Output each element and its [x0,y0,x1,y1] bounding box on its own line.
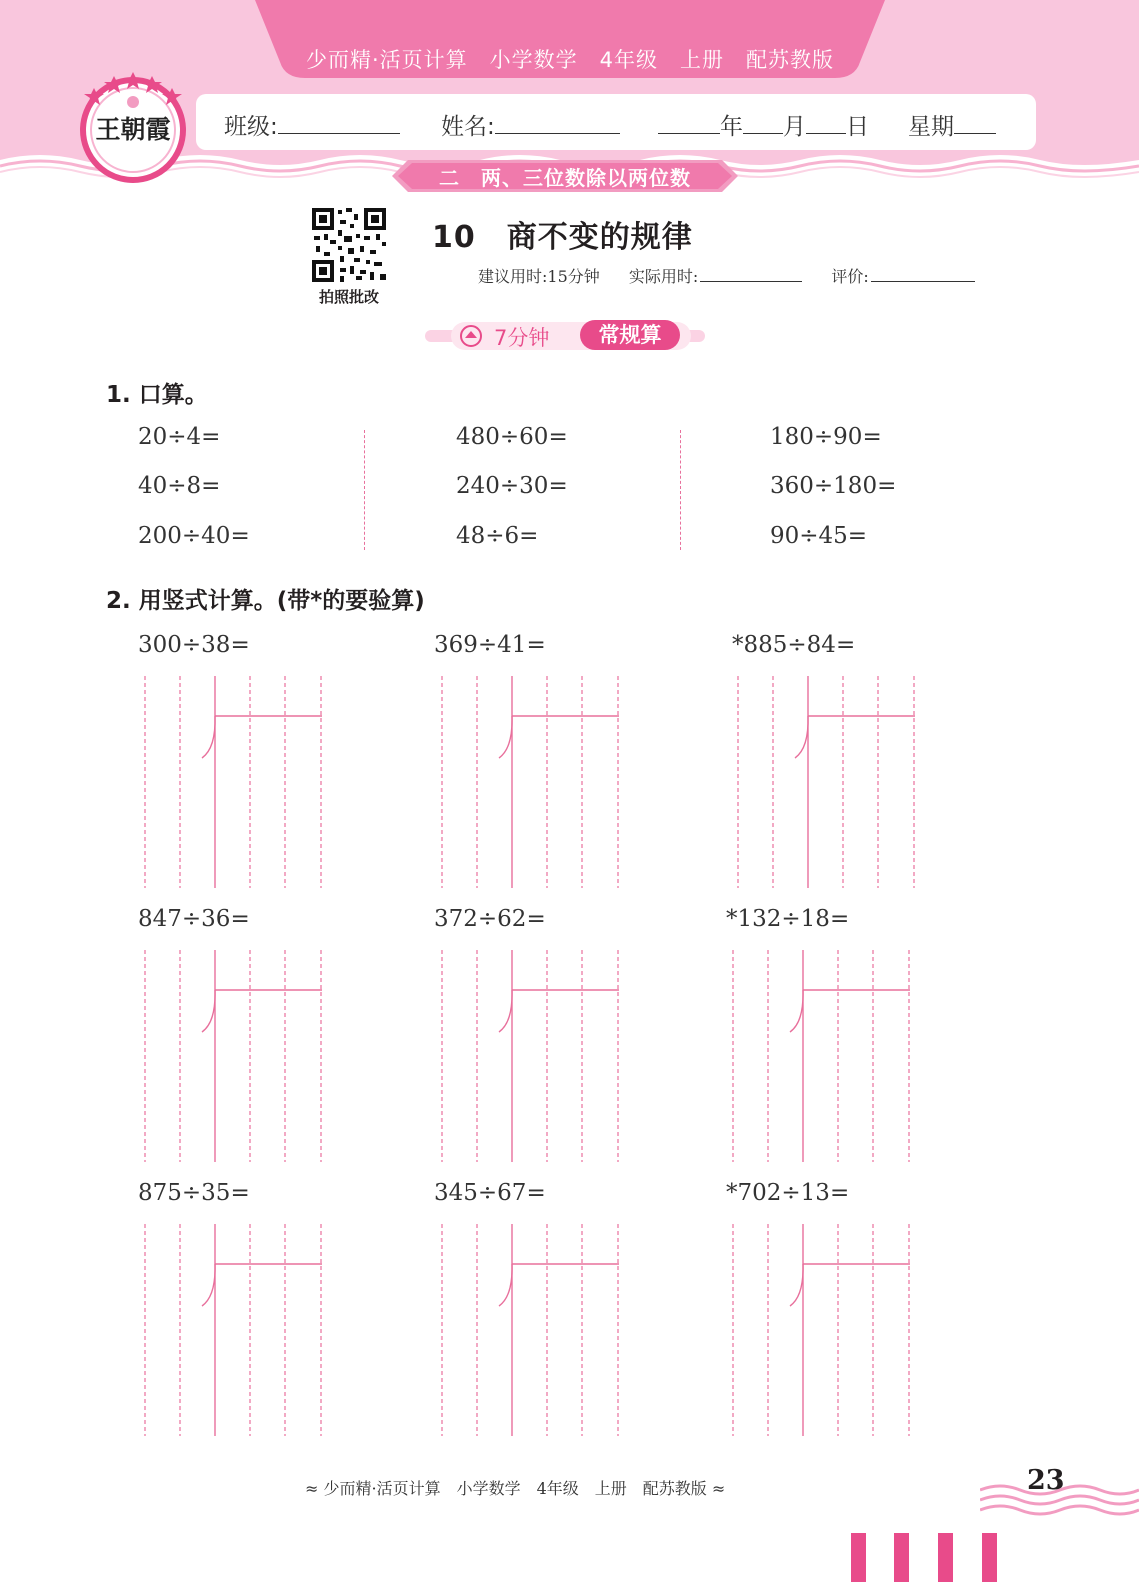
edge-tabs [845,1533,1005,1582]
division-problem: 847÷36= [138,906,250,932]
evaluation-label: 评价: [831,267,869,286]
work-grid[interactable] [728,950,918,1162]
weekday-blank[interactable] [954,113,996,134]
division-problem: 369÷41= [434,632,546,658]
column-divider [680,430,681,550]
work-grid[interactable] [728,1224,918,1436]
division-problem: *132÷18= [726,906,850,932]
logo-text: 王朝霞 [95,115,171,144]
year-label: 年 [720,114,743,140]
day-blank[interactable] [806,113,846,134]
section2-title: 2. 用竖式计算。(带*的要验算) [106,588,425,614]
work-grid[interactable] [140,676,330,888]
mental-expr: 200÷40= [138,523,250,549]
mental-expr: 240÷30= [456,473,568,499]
lesson-title: 10 商不变的规律 [432,220,693,255]
actual-time-blank[interactable] [700,265,802,282]
badge-tag: 常规算 [580,320,680,350]
division-problem: 372÷62= [434,906,546,932]
name-label: 姓名: [441,114,495,140]
qr-caption: 拍照批改 [318,288,379,306]
mental-expr: 48÷6= [456,523,539,549]
month-label: 月 [783,114,806,140]
series-title: 少而精·活页计算 小学数学 4年级 上册 配苏教版 [305,48,835,72]
division-problem: *885÷84= [732,632,856,658]
work-grid[interactable] [733,676,923,888]
weekday-field[interactable] [908,108,996,141]
name-blank[interactable] [495,113,620,134]
mental-expr: 180÷90= [770,424,882,450]
work-grid[interactable] [140,1224,330,1436]
work-grid[interactable] [140,950,330,1162]
student-info-box [196,94,1036,150]
day-label: 日 [846,114,869,140]
mental-expr: 40÷8= [138,473,221,499]
suggested-time: 建议用时:15分钟 [478,267,600,286]
mental-expr: 20÷4= [138,424,221,450]
class-label: 班级: [224,114,278,140]
class-field[interactable] [224,108,400,141]
qr-code-icon[interactable] [310,206,388,284]
date-field[interactable] [658,108,869,141]
division-problem: 300÷38= [138,632,250,658]
footer-text: ≈ 少而精·活页计算 小学数学 4年级 上册 配苏教版 ≈ [305,1479,726,1498]
division-problem: *702÷13= [726,1180,850,1206]
mental-expr: 360÷180= [770,473,897,499]
work-grid[interactable] [437,1224,627,1436]
mental-expr: 480÷60= [456,424,568,450]
name-field[interactable] [441,108,620,141]
month-blank[interactable] [743,113,783,134]
page-number: 23 [1027,1465,1065,1496]
division-problem: 345÷67= [434,1180,546,1206]
work-grid[interactable] [437,676,627,888]
work-grid[interactable] [437,950,627,1162]
actual-time-label: 实际用时: [628,267,699,286]
evaluation-blank[interactable] [871,265,975,282]
unit-title: 二 两、三位数除以两位数 [439,166,691,190]
weekday-label: 星期 [908,114,954,140]
class-blank[interactable] [278,113,400,134]
time-row [478,264,977,287]
section1-title: 1. 口算。 [106,382,208,408]
mental-expr: 90÷45= [770,523,868,549]
division-problem: 875÷35= [138,1180,250,1206]
column-divider [364,430,365,550]
badge-time: 7分钟 [494,326,550,350]
year-blank[interactable] [658,113,720,134]
